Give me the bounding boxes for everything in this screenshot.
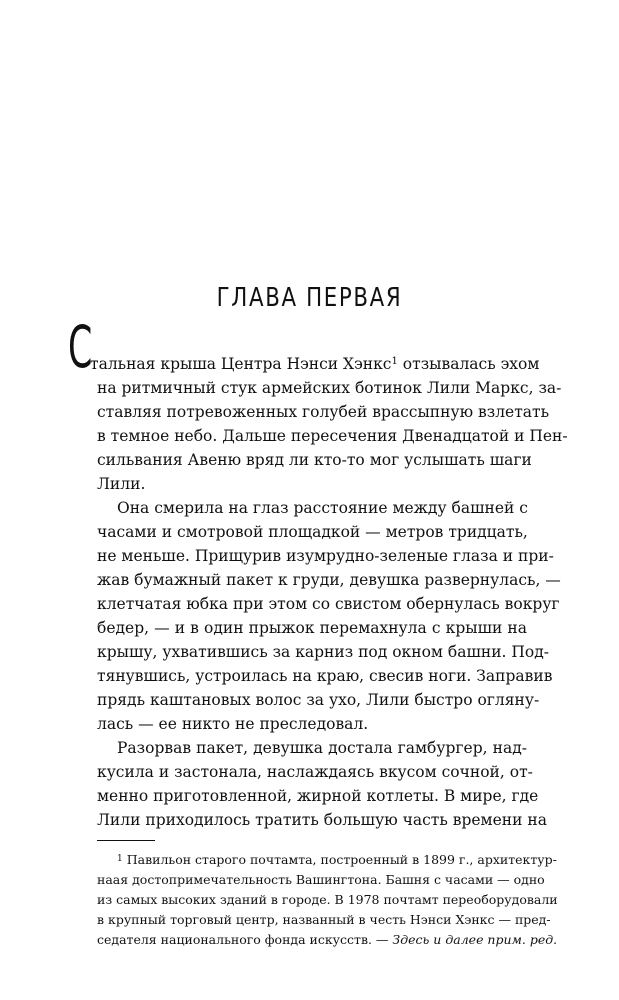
- footnote-italic-note: Здесь и далее прим. ред.: [392, 932, 558, 947]
- text-line: менно приготовленной, жирной котлеты. В мире, где: [97, 787, 539, 805]
- text-line: тальная крыша Центра Нэнси Хэнкс$^1$ отзывалась эхом: [90, 355, 540, 373]
- text-line: в темное небо. Дальше пересечения Двенадцатой и Пен-: [97, 427, 568, 445]
- text-line: на ритмичный стук армейских ботинок Лили Маркс, за-: [97, 379, 562, 397]
- footnote-line: наая достопримечательность Вашингтона. Башня с часами — одно: [97, 872, 545, 887]
- text-line: тянувшись, устроилась на краю, свесив ноги. Заправив: [97, 667, 553, 685]
- text-line: Лили приходилось тратить большую часть времени на: [97, 811, 547, 829]
- footnote-reference[interactable]: 1: [391, 356, 398, 367]
- footnote-line: седателя национального фонда искусств. — Здесь и далее прим. ред.: [97, 932, 558, 947]
- text-line: Разорвав пакет, девушка достала гамбургер, над-: [117, 739, 527, 757]
- text-line: не меньше. Прищурив изумрудно-зеленые глаза и при-: [97, 547, 554, 565]
- text-line: жав бумажный пакет к груди, девушка развернулась, —: [97, 571, 561, 589]
- footnote-number: 1: [117, 854, 123, 864]
- text-line: бедер, — и в один прыжок перемахнула с крыши на: [97, 619, 527, 637]
- text-line: Лили.: [97, 475, 146, 493]
- footnote-line: из самых высоких зданий в городе. В 1978 почтамт переоборудовали: [97, 892, 558, 907]
- footnote-divider: [97, 840, 155, 841]
- text-line: ставляя потревоженных голубей врассыпную взлетать: [97, 403, 550, 421]
- text-line: прядь каштановых волос за ухо, Лили быстро огляну-: [97, 691, 540, 709]
- drop-cap: С: [68, 313, 93, 381]
- footnote-line: $^1$ Павильон старого почтамта, построенный в 1899 г., архитектур-: [117, 852, 557, 867]
- text-line: Она смерила на глаз расстояние между башней с: [117, 499, 528, 517]
- text-line: крышу, ухватившись за карниз под окном башни. Под-: [97, 643, 550, 661]
- text-line: часами и смотровой площадкой — метров тридцать,: [97, 523, 528, 541]
- text-line: сильвания Авеню вряд ли кто-то мог услышать шаги: [97, 451, 532, 469]
- text-line: клетчатая юбка при этом со свистом обернулась вокруг: [97, 595, 560, 613]
- footnote-line: в крупный торговый центр, названный в честь Нэнси Хэнкс — пред-: [97, 912, 551, 927]
- text-line: лась — ее никто не преследовал.: [97, 715, 369, 733]
- chapter-title: ГЛАВА ПЕРВАЯ: [216, 283, 403, 313]
- text-line: кусила и застонала, наслаждаясь вкусом сочной, от-: [97, 763, 533, 781]
